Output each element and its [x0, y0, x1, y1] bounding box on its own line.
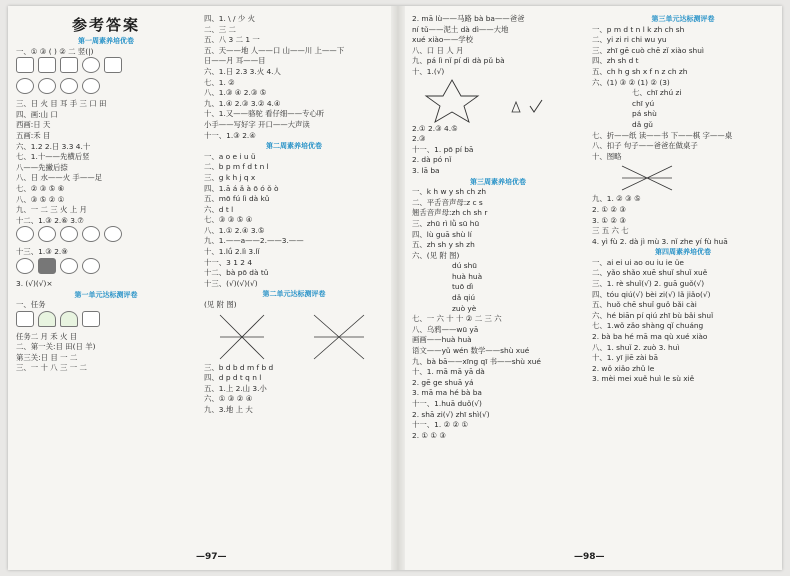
circle-answer-icon	[60, 226, 78, 242]
answer-line: 三、一 十 八 三 一 二	[16, 363, 87, 373]
answer-line: 三、日 火 目 耳 手 三 口 田	[16, 99, 107, 109]
answer-line: 七、② ③ ⑤ ⑥	[16, 183, 65, 193]
left-page-number: —97—	[196, 552, 227, 562]
illustration-row	[16, 311, 196, 332]
answer-line: 十一、1.③ 2.④	[204, 130, 256, 140]
answer-line: 四、画:山 口	[16, 109, 58, 119]
circle-answer-icon	[16, 226, 34, 242]
answer-line: 四、1. \ / 少 火	[204, 14, 255, 23]
answer-line: xué xiào——学校	[412, 35, 473, 45]
answer-line: 八、乌鸦——wū yā	[412, 324, 479, 334]
circle-answer-icon	[82, 258, 100, 274]
answer-line: 四、tóu qiú(√) bèi zi(√) lǎ jiǎo(√)	[592, 289, 711, 299]
matching-lines-diagram	[204, 311, 384, 363]
answer-line: 任务二 月 禾 火 目	[16, 331, 78, 341]
answer-column-2	[204, 14, 384, 544]
answer-line: 十一、1.huā duǒ(√)	[412, 399, 482, 408]
answer-line: 八、1.③ ④ 2.③ ⑤	[204, 88, 267, 98]
answer-line: 六、d t l	[204, 204, 234, 214]
answer-line: dǎ gǔ	[632, 119, 653, 129]
answer-line: 五、八 3 二 1 一	[204, 35, 260, 45]
answer-line: zuò yè	[452, 303, 477, 313]
grid-picture-icon	[16, 311, 34, 327]
answer-line: 七、1. ②	[204, 77, 235, 87]
answer-line: 一、① ③ ( ) ② 二 竖(|)	[16, 46, 94, 56]
answer-line: 一、p m d t n l k zh ch sh	[592, 24, 685, 34]
left-page-number-text: 97	[205, 552, 218, 562]
illustration-row	[16, 57, 196, 78]
answer-line: 八、③ ⑤ ② ①	[16, 194, 65, 204]
answer-line: 十二、1.③ 2.⑥ 3.⑦	[16, 215, 84, 225]
answer-line: 十、1.(√)	[412, 66, 445, 76]
circle-answer-icon	[82, 226, 100, 242]
circle-answer-icon	[60, 258, 78, 274]
answer-line: 二、b p m f d t n l	[204, 162, 269, 172]
answer-line: 八、扣子 句子——爸爸在做桌子	[592, 141, 698, 151]
bamboo-circle-icon	[16, 78, 34, 94]
answer-line: 八——先撇后捺	[16, 162, 68, 172]
answer-line: 六、① ③ ② ④	[204, 394, 253, 404]
illustration-row	[16, 258, 196, 279]
answer-line: huà huà	[452, 271, 483, 281]
answer-line: 一、a o e i u ü	[204, 151, 256, 161]
answer-line: 2. bà ba hé mā ma qù xué xiào	[592, 332, 708, 342]
answer-line: 六、(1) ③ ② (1) ② (3)	[592, 77, 670, 87]
answer-line: 八、1.① 2.④ 3.⑤	[204, 225, 265, 235]
answer-line: 四、d p d t q n l	[204, 373, 262, 383]
answer-line: 八、1. shuǐ 2. zuò 3. huì	[592, 342, 680, 352]
answer-line: 九、pá lì nǐ pí dì dà pǔ bà	[412, 56, 505, 66]
answer-line: 十、1. yī jiē zài bā	[592, 353, 658, 363]
answer-line: dǎ qiú	[452, 293, 475, 303]
answer-line: 西画:日 天	[16, 120, 51, 130]
answer-column-3	[412, 14, 584, 544]
section-heading: 第二单元达标测评卷	[262, 290, 326, 299]
answer-line: 2. mā lù——马路 bà ba——爸爸	[412, 14, 525, 23]
answer-line: 三、1. rè shuǐ(√) 2. guā guǒ(√)	[592, 279, 705, 289]
answer-line: 五、mō fú lì dà kǔ	[204, 194, 270, 204]
animal-picture-icon	[38, 57, 56, 73]
answer-line: 十三、1.③ 2.⑨	[16, 247, 68, 257]
answer-line: 日——月 耳——目	[204, 56, 266, 66]
answer-line: 七、1.十——先横后竖	[16, 152, 90, 162]
page-title: 参考答案	[71, 16, 140, 34]
tree-matching-illustration	[592, 162, 774, 194]
tree-picture-icon	[60, 311, 78, 327]
answer-line: 九、3.地 上 大	[204, 405, 253, 414]
answer-line: 第三关:日 目 一 二	[16, 352, 78, 362]
answer-line: 五、ch h g sh x f n z ch zh	[592, 66, 688, 76]
answer-line: 语文——yǔ wén 数学——shù xué	[412, 346, 530, 356]
circle-answer-icon	[38, 226, 56, 242]
answer-line: 十、1. mā mā yā dà	[412, 367, 485, 377]
field-circle-icon	[82, 78, 100, 94]
illustration-row	[16, 226, 196, 247]
answer-line: 2. shā zi(√) zhī shì(√)	[412, 409, 490, 419]
answer-line: 六、(见 附 图)	[412, 250, 460, 260]
answer-line: 十、1.又——骆驼 看仔细——专心听	[204, 109, 325, 119]
section-heading: 第一单元达标测评卷	[74, 290, 138, 299]
circle-answer-icon	[104, 226, 122, 242]
answer-line: pá shù	[632, 109, 657, 119]
section-heading: 第三周素养培优卷	[470, 177, 526, 186]
answer-line: 2.① 2.③ 4.⑤	[412, 123, 458, 133]
right-page-number-text: 98	[583, 552, 596, 562]
answer-line: 九、1.④ 2.③ 3.② 4.④	[204, 98, 281, 108]
answer-line: 三、zhū rì lǜ sū hū	[412, 218, 480, 228]
answer-line: 七、1.wǒ zǎo shàng qǐ chuáng	[592, 321, 704, 331]
answer-line: 二、yi zi ri chi wu yu	[592, 35, 667, 45]
answer-line: 2. wǒ xiǎo zhǔ le	[592, 363, 655, 373]
answer-line: 五、zh sh y sh zh	[412, 240, 475, 250]
answer-line: 2. gē ge shuā yá	[412, 377, 474, 387]
answer-line: 一、k h w y sh ch zh	[412, 187, 487, 197]
answer-line: 六、1.日 2.3 3.火 4.人	[204, 66, 281, 76]
section-heading: 第二周素养培优卷	[266, 142, 322, 151]
section-heading: 第一周素养培优卷	[78, 37, 134, 45]
answer-line: 十一、3 1 2 4	[204, 257, 253, 267]
animal-picture-icon	[16, 57, 34, 73]
answer-line: 十、图略	[592, 151, 622, 161]
answer-line: 三 五 六 七	[592, 226, 629, 236]
moon-picture-icon	[82, 57, 100, 73]
star-diagram	[412, 78, 584, 124]
answer-line: 八、日 水——火 手——足	[16, 173, 102, 183]
animal-picture-icon	[60, 57, 78, 73]
answer-column-4	[592, 14, 774, 544]
answer-line: 十三、(√)(√)(√)	[204, 278, 258, 288]
window-picture-icon	[82, 311, 100, 327]
answer-line: 二、第一关:目 田(日 羊)	[16, 342, 96, 352]
answer-line: 四、1.ā á ǎ à ō ó ǒ ò	[204, 183, 279, 193]
star-illustration	[412, 78, 584, 124]
section-heading: 第三单元达标测评卷	[651, 15, 715, 23]
answer-line: dú shū	[452, 261, 477, 271]
answer-line: 3. mèi mei xuě huì le sù xiě	[592, 374, 695, 384]
tree-matching-diagram	[592, 162, 774, 194]
matching-illustration	[204, 311, 384, 363]
answer-line: 六、hé biān pí qiú zhī bù bǎi shuǐ	[592, 310, 714, 320]
tree-picture-icon	[38, 311, 56, 327]
answer-line: 翘舌音声母:zh ch sh r	[412, 208, 488, 218]
answer-line: 九、1. ② ③ ⑤	[592, 194, 641, 204]
answer-column-1	[16, 14, 196, 544]
answer-line: 一、ai ei ui ao ou iu ie üe	[592, 257, 684, 267]
answer-line: 五、天——地 人——口 山——川 上——下	[204, 45, 345, 55]
answer-line: 五、huǒ chē shuǐ guǒ bǎi cài	[592, 300, 697, 310]
answer-line: 一、任务	[16, 300, 46, 310]
answer-line: 二、三 二	[204, 24, 236, 34]
answer-line: 七、一 六 十 十 ② 二 三 六	[412, 314, 502, 324]
answer-line: 二、yǎo shǎo xuē shuǐ shuǐ xuě	[592, 268, 708, 278]
answer-line: chī yú	[632, 98, 655, 108]
answer-line: 3. ① ② ③	[592, 215, 626, 225]
answer-line: 三、g k h j q x	[204, 172, 256, 182]
answer-line: 九、bà bā——xīng qī 书——shù xué	[412, 356, 541, 366]
answer-line: 四、zh sh d t	[592, 56, 639, 66]
answer-line: 3. (√)(√)×	[16, 278, 53, 288]
moon-circle-icon	[38, 78, 56, 94]
answer-line: 3. mā ma hé bà ba	[412, 388, 482, 398]
answer-line: 小手——写好字 开口——大声读	[204, 119, 310, 129]
answer-line: 画画——huà huà	[412, 335, 472, 345]
right-page-number: —98—	[574, 552, 605, 562]
answer-line: 2. dà pó nǐ	[412, 155, 452, 165]
rabbit-circle-icon	[60, 78, 78, 94]
answer-line: 3. lā ba	[412, 165, 440, 175]
answer-line: 2.③	[412, 134, 426, 144]
block-picture-icon	[38, 258, 56, 274]
answer-line: 十一、1. pō pí bā	[412, 144, 474, 154]
answer-line: 九、1.——a——2.——3.——	[204, 236, 304, 246]
fruit-picture-icon	[16, 258, 34, 274]
answer-line: 二、平舌音声母:z c s	[412, 197, 483, 207]
answer-line: 七、chī zhú zi	[632, 88, 682, 98]
section-heading: 第四周素养培优卷	[655, 248, 711, 257]
answer-line: 4. yì fù 2. dà jì mù 3. nǐ zhe yí fù huā	[592, 236, 728, 246]
answer-line: 八、口 日 人 月	[412, 45, 464, 55]
answer-line: ní tǔ——泥土 dà dì——大地	[412, 24, 509, 34]
answer-line: 十二、bà pō dà tǔ	[204, 268, 269, 278]
answer-line: 2. ① ① ③	[412, 430, 446, 440]
answer-line: tuō dì	[452, 282, 474, 292]
answer-line: 九、一 二 三 火 上 月	[16, 205, 87, 215]
book-spread	[8, 6, 782, 570]
answer-line: 七、③ ③ ⑤ ④	[204, 215, 253, 225]
book-gutter	[391, 6, 405, 570]
animal-picture-icon	[104, 57, 122, 73]
answer-line: 七、折——纸 读——书 下——棋 字——桌	[592, 130, 733, 140]
answer-line: 三、b d b d m f b d	[204, 362, 274, 372]
answer-line: 四、lù guā shù lí	[412, 229, 472, 239]
illustration-row	[16, 78, 196, 99]
answer-line: 2. ① ② ③	[592, 204, 626, 214]
answer-line: (见 附 图)	[204, 300, 237, 310]
answer-line: 五、1.上 2.山 3.小	[204, 383, 267, 393]
answer-line: 三、zhī gē cuò chē zǐ xiào shuì	[592, 45, 704, 55]
answer-line: 五画:禾 目	[16, 130, 51, 140]
answer-line: 十一、1. ② ② ①	[412, 420, 469, 430]
answer-line: 十、1.lǘ 2.lì 3.lǐ	[204, 247, 260, 257]
answer-line: 六、1.2 2.日 3.3 4.十	[16, 141, 91, 151]
